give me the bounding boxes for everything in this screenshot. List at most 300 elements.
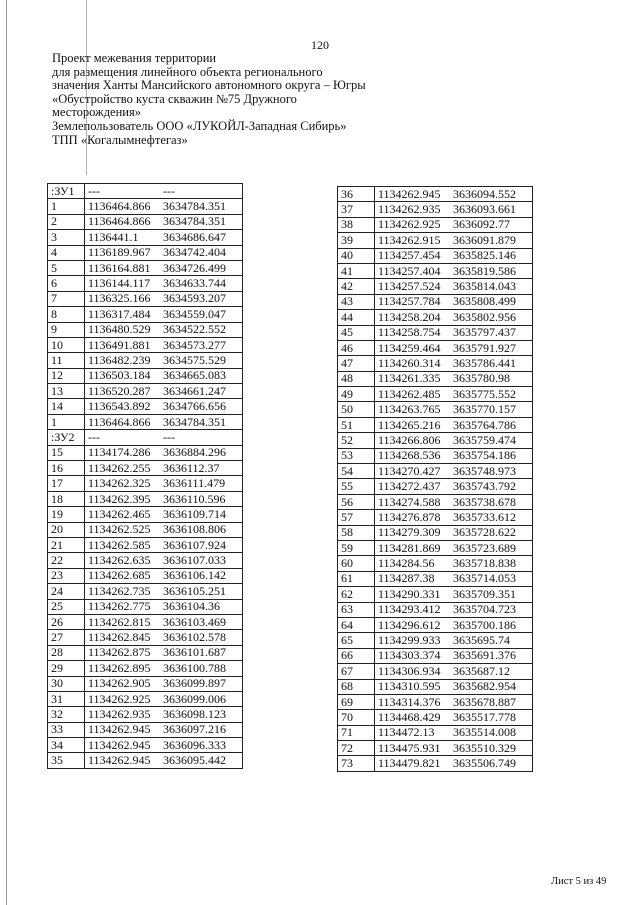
x-coordinate: 1134262.815 (88, 614, 151, 629)
y-coordinate: 3634573.277 (163, 337, 226, 352)
point-number-cell: 48 (338, 371, 375, 386)
point-number-cell: 3 (48, 230, 85, 245)
coordinates-cell (375, 648, 533, 663)
y-coordinate: 3636103.469 (163, 614, 226, 629)
x-coordinate: 1134257.404 (378, 263, 441, 278)
point-number-cell: 46 (338, 340, 375, 355)
coordinates-cell (375, 402, 533, 417)
point-number-cell: 59 (338, 540, 375, 555)
x-coordinate: 1134262.945 (88, 722, 151, 737)
y-coordinate: 3635759.474 (453, 432, 516, 447)
y-coordinate: 3636884.296 (163, 445, 226, 460)
point-number-cell: 40 (338, 248, 375, 263)
table-row (338, 756, 533, 771)
table-row (48, 753, 243, 768)
coordinates-cell (85, 399, 243, 414)
x-coordinate: 1134262.945 (378, 186, 441, 201)
table-row (338, 340, 533, 355)
x-coordinate: 1134303.374 (378, 648, 441, 663)
y-coordinate: 3636107.033 (163, 553, 226, 568)
y-coordinate: 3635754.186 (453, 448, 516, 463)
x-coordinate: 1134262.685 (88, 568, 151, 583)
point-number-cell: 55 (338, 479, 375, 494)
point-number-cell: 4 (48, 245, 85, 260)
table-row (338, 679, 533, 694)
coordinates-cell (85, 537, 243, 552)
x-coordinate: 1134468.429 (378, 709, 441, 724)
table-row (48, 337, 243, 352)
point-number-cell: 10 (48, 337, 85, 352)
table-row (338, 525, 533, 540)
coordinates-cell (85, 614, 243, 629)
table-row (338, 417, 533, 432)
point-number-cell: 57 (338, 510, 375, 525)
point-number-cell: 73 (338, 756, 375, 771)
table-row (338, 402, 533, 417)
y-coordinate: 3635808.499 (453, 294, 516, 309)
y-coordinate: 3635748.973 (453, 463, 516, 478)
coordinates-cell (375, 479, 533, 494)
table-row (338, 664, 533, 679)
point-number-cell: 16 (48, 461, 85, 476)
y-coordinate: 3636104.36 (163, 599, 220, 614)
point-number-cell: 19 (48, 507, 85, 522)
coordinates-cell (375, 540, 533, 555)
coordinates-cell (85, 184, 243, 199)
x-coordinate: 1134268.536 (378, 448, 441, 463)
y-coordinate: 3634593.207 (163, 291, 226, 306)
coordinates-cell (375, 187, 533, 202)
x-coordinate: 1136464.866 (88, 214, 151, 229)
x-coordinate: 1134314.376 (378, 694, 441, 709)
coordinates-cell (85, 676, 243, 691)
table-row (338, 294, 533, 309)
x-coordinate: 1134262.925 (88, 691, 151, 706)
table-row (338, 187, 533, 202)
point-number-cell: 72 (338, 741, 375, 756)
y-coordinate: 3636096.333 (163, 737, 226, 752)
coordinates-cell (375, 556, 533, 571)
x-coordinate: 1136189.967 (88, 245, 151, 260)
y-coordinate: 3636099.006 (163, 691, 226, 706)
point-number-cell: 39 (338, 233, 375, 248)
x-coordinate: 1136503.184 (88, 368, 151, 383)
point-number-cell: 42 (338, 279, 375, 294)
y-coordinate: 3635825.146 (453, 248, 516, 263)
y-coordinate: 3634784.351 (163, 199, 226, 214)
point-number-cell: 34 (48, 738, 85, 753)
coordinates-cell (85, 707, 243, 722)
coordinates-cell (85, 337, 243, 352)
coordinates-cell (85, 630, 243, 645)
coordinates-cell (85, 276, 243, 291)
header-line: для размещения линейного объекта регионального (52, 64, 323, 79)
coordinates-cell (375, 417, 533, 432)
coordinates-cell (375, 433, 533, 448)
y-coordinate: 3634633.744 (163, 276, 226, 291)
y-coordinate: 3635797.437 (453, 325, 516, 340)
x-coordinate: 1134475.931 (378, 740, 441, 755)
coordinates-cell (375, 571, 533, 586)
table-row (338, 279, 533, 294)
coordinates-cell (85, 584, 243, 599)
point-number-cell: 71 (338, 725, 375, 740)
coordinates-cell (375, 263, 533, 278)
point-number-cell: 33 (48, 722, 85, 737)
point-number-cell: 31 (48, 691, 85, 706)
point-number-cell: 69 (338, 694, 375, 709)
point-number-cell: 9 (48, 322, 85, 337)
point-number-cell: 22 (48, 553, 85, 568)
table-row (48, 260, 243, 275)
point-number-cell: 50 (338, 402, 375, 417)
coordinates-cell (85, 599, 243, 614)
point-number-cell: 58 (338, 525, 375, 540)
y-coordinate: 3636112.37 (163, 460, 220, 475)
table-row (338, 725, 533, 740)
coordinates-cell (85, 199, 243, 214)
y-coordinate: 3636109.714 (163, 506, 226, 521)
table-row (338, 479, 533, 494)
y-coordinate: 3636095.442 (163, 753, 226, 768)
coordinates-cell (375, 525, 533, 540)
table-row (48, 722, 243, 737)
y-coordinate: 3636100.788 (163, 660, 226, 675)
coordinates-cell (85, 230, 243, 245)
header-line: Проект межевания территории (52, 51, 217, 65)
coordinates-cell (85, 691, 243, 706)
coordinates-cell (375, 371, 533, 386)
document-header (52, 52, 472, 147)
table-row (48, 584, 243, 599)
point-number-cell: 14 (48, 399, 85, 414)
x-coordinate: 1136482.239 (88, 352, 151, 367)
x-coordinate: 1134257.784 (378, 294, 441, 309)
coordinates-cell (85, 661, 243, 676)
table-row (48, 461, 243, 476)
x-coordinate: 1134260.314 (378, 355, 441, 370)
table-row (338, 233, 533, 248)
x-coordinate: 1136164.881 (88, 260, 151, 275)
y-coordinate: 3634686.647 (163, 229, 226, 244)
table-row (338, 710, 533, 725)
x-coordinate: 1134262.325 (88, 476, 151, 491)
point-number-cell: 53 (338, 448, 375, 463)
point-number-cell: 1 (48, 414, 85, 429)
table-row (48, 307, 243, 322)
table-row (48, 630, 243, 645)
y-coordinate: 3635738.678 (453, 494, 516, 509)
point-number-cell: 27 (48, 630, 85, 645)
x-coordinate: 1134270.427 (378, 463, 441, 478)
y-coordinate: 3635819.586 (453, 263, 516, 278)
coordinates-cell (85, 738, 243, 753)
point-number-cell: 21 (48, 537, 85, 552)
table-row (48, 553, 243, 568)
y-coordinate: 3635682.954 (453, 679, 516, 694)
point-number-cell: 36 (338, 187, 375, 202)
coordinates-cell (85, 491, 243, 506)
coordinates-cell (85, 553, 243, 568)
y-coordinate: 3636091.879 (453, 232, 516, 247)
y-coordinate: 3636108.806 (163, 522, 226, 537)
x-coordinate: 1134258.204 (378, 309, 441, 324)
y-coordinate: 3635510.329 (453, 740, 516, 755)
point-number-cell: 8 (48, 307, 85, 322)
y-coordinate: 3635709.351 (453, 586, 516, 601)
y-coordinate: 3635780.98 (453, 371, 510, 386)
point-number-cell: 7 (48, 291, 85, 306)
x-coordinate: 1134281.869 (378, 540, 441, 555)
x-coordinate: 1136491.881 (88, 337, 151, 352)
x-coordinate: 1134262.895 (88, 660, 151, 675)
table-row (48, 738, 243, 753)
table-row (338, 556, 533, 571)
y-coordinate: --- (163, 429, 175, 444)
table-row (48, 661, 243, 676)
x-coordinate: 1134287.38 (378, 571, 435, 586)
table-row (338, 617, 533, 632)
coordinates-cell (85, 414, 243, 429)
x-coordinate: --- (88, 429, 100, 444)
x-coordinate: 1136441.1 (88, 229, 139, 244)
x-coordinate: 1134262.935 (378, 202, 441, 217)
table-row (48, 384, 243, 399)
x-coordinate: 1134262.395 (88, 491, 151, 506)
coordinates-cell (375, 694, 533, 709)
x-coordinate: 1134293.412 (378, 602, 441, 617)
x-coordinate: 1136464.866 (88, 199, 151, 214)
x-coordinate: 1134174.286 (88, 445, 151, 460)
coordinates-cell (85, 260, 243, 275)
header-line: значения Ханты Мансийского автономного округа – Югры (52, 78, 366, 93)
coordinates-cell (375, 217, 533, 232)
y-coordinate: 3635687.12 (453, 663, 510, 678)
table-row (48, 353, 243, 368)
y-coordinate: 3635695.74 (453, 633, 510, 648)
x-coordinate: 1134262.775 (88, 599, 151, 614)
table-row (338, 448, 533, 463)
table-row (338, 464, 533, 479)
point-number-cell: 49 (338, 387, 375, 402)
y-coordinate: 3636093.661 (453, 202, 516, 217)
table-row (338, 633, 533, 648)
coordinates-cell (375, 294, 533, 309)
coordinates-cell (85, 645, 243, 660)
point-number-cell: 37 (338, 202, 375, 217)
coordinates-cell (375, 587, 533, 602)
coordinates-cell (375, 494, 533, 509)
coordinates-cell (375, 710, 533, 725)
x-coordinate: 1134263.765 (378, 402, 441, 417)
coordinates-cell (375, 664, 533, 679)
point-number-cell: 62 (338, 587, 375, 602)
page-number: 120 (311, 38, 329, 52)
x-coordinate: 1134284.56 (378, 556, 435, 571)
coordinates-cell (375, 233, 533, 248)
y-coordinate: 3636106.142 (163, 568, 226, 583)
x-coordinate: 1134262.635 (88, 553, 151, 568)
point-number-cell: 54 (338, 464, 375, 479)
x-coordinate: 1134258.754 (378, 325, 441, 340)
y-coordinate: 3634559.047 (163, 306, 226, 321)
x-coordinate: 1134290.331 (378, 586, 441, 601)
table-row (338, 248, 533, 263)
y-coordinate: 3635770.157 (453, 402, 516, 417)
x-coordinate: 1134262.875 (88, 645, 151, 660)
x-coordinate: 1134262.255 (88, 460, 151, 475)
coordinates-cell (375, 510, 533, 525)
x-coordinate: 1134279.309 (378, 525, 441, 540)
table-row (48, 430, 243, 445)
table-row (48, 291, 243, 306)
table-row (338, 371, 533, 386)
x-coordinate: 1134262.585 (88, 537, 151, 552)
y-coordinate: 3636111.479 (163, 476, 226, 491)
coordinates-cell (375, 725, 533, 740)
coordinates-cell (375, 387, 533, 402)
table-row (338, 263, 533, 278)
point-number-cell: 28 (48, 645, 85, 660)
x-coordinate: 1134262.735 (88, 583, 151, 598)
table-row (48, 522, 243, 537)
coordinates-cell (85, 476, 243, 491)
y-coordinate: 3635506.749 (453, 756, 516, 771)
y-coordinate: 3635775.552 (453, 386, 516, 401)
y-coordinate: 3635733.612 (453, 509, 516, 524)
y-coordinate: 3635514.008 (453, 725, 516, 740)
point-number-cell: 18 (48, 491, 85, 506)
point-number-cell: 35 (48, 753, 85, 768)
point-number-cell: 63 (338, 602, 375, 617)
x-coordinate: 1134296.612 (378, 617, 441, 632)
coordinates-cell (85, 322, 243, 337)
table-row (338, 356, 533, 371)
y-coordinate: 3634742.404 (163, 245, 226, 260)
x-coordinate: 1136480.529 (88, 322, 151, 337)
y-coordinate: 3636092.77 (453, 217, 510, 232)
y-coordinate: 3636107.924 (163, 537, 226, 552)
point-number-cell: 64 (338, 617, 375, 632)
coordinates-cell (375, 310, 533, 325)
y-coordinate: 3634726.499 (163, 260, 226, 275)
table-row (48, 322, 243, 337)
table-row (48, 614, 243, 629)
point-number-cell: 67 (338, 664, 375, 679)
header-line: ТПП «Когалымнефтегаз» (52, 132, 188, 147)
point-number-cell: 66 (338, 648, 375, 663)
point-number-cell: 65 (338, 633, 375, 648)
point-number-cell: 26 (48, 614, 85, 629)
table-row (338, 310, 533, 325)
y-coordinate: 3636097.216 (163, 722, 226, 737)
coordinates-cell (85, 753, 243, 768)
x-coordinate: 1134274.588 (378, 494, 441, 509)
coordinates-cell (85, 445, 243, 460)
x-coordinate: 1134262.925 (378, 217, 441, 232)
point-number-cell: 41 (338, 263, 375, 278)
point-number-cell: 6 (48, 276, 85, 291)
table-row (338, 648, 533, 663)
coordinates-cell (85, 245, 243, 260)
y-coordinate: 3636099.897 (163, 676, 226, 691)
x-coordinate: 1134262.485 (378, 386, 441, 401)
table-row (48, 599, 243, 614)
point-number-cell: 44 (338, 310, 375, 325)
coordinates-cell (375, 340, 533, 355)
table-row (338, 217, 533, 232)
x-coordinate: 1134262.845 (88, 630, 151, 645)
table-row (338, 587, 533, 602)
coordinates-cell (375, 617, 533, 632)
y-coordinate: 3635791.927 (453, 340, 516, 355)
table-row (338, 202, 533, 217)
y-coordinate: --- (163, 183, 175, 198)
coordinates-cell (375, 325, 533, 340)
x-coordinate: 1134299.933 (378, 633, 441, 648)
y-coordinate: 3636098.123 (163, 706, 226, 721)
point-number-cell: 13 (48, 384, 85, 399)
table-row (48, 645, 243, 660)
table-row (48, 399, 243, 414)
table-row (48, 568, 243, 583)
coordinates-cell (85, 214, 243, 229)
coordinates-cell (375, 602, 533, 617)
x-coordinate: --- (88, 183, 100, 198)
y-coordinate: 3635786.441 (453, 355, 516, 370)
table-row (48, 245, 243, 260)
x-coordinate: 1134262.465 (88, 506, 151, 521)
table-row (338, 741, 533, 756)
coordinates-cell (375, 741, 533, 756)
x-coordinate: 1136520.287 (88, 383, 151, 398)
x-coordinate: 1136144.117 (88, 276, 151, 291)
y-coordinate: 3635723.689 (453, 540, 516, 555)
point-number-cell: 2 (48, 214, 85, 229)
x-coordinate: 1134257.454 (378, 248, 441, 263)
coordinates-table-right (337, 186, 533, 772)
x-coordinate: 1134472.13 (378, 725, 435, 740)
x-coordinate: 1134259.464 (378, 340, 441, 355)
point-number-cell: 1 (48, 199, 85, 214)
table-row (48, 276, 243, 291)
point-number-cell: 25 (48, 599, 85, 614)
table-row (48, 537, 243, 552)
table-row (338, 602, 533, 617)
coordinates-cell (85, 507, 243, 522)
x-coordinate: 1134262.945 (88, 737, 151, 752)
y-coordinate: 3635802.956 (453, 309, 516, 324)
coordinates-cell (85, 368, 243, 383)
point-number-cell: 20 (48, 522, 85, 537)
y-coordinate: 3636101.687 (163, 645, 226, 660)
sheet-footer: Лист 5 из 49 (551, 876, 607, 887)
table-row (48, 491, 243, 506)
x-coordinate: 1134262.905 (88, 676, 151, 691)
x-coordinate: 1134265.216 (378, 417, 441, 432)
y-coordinate: 3636102.578 (163, 630, 226, 645)
coordinates-cell (85, 384, 243, 399)
y-coordinate: 3634766.656 (163, 399, 226, 414)
y-coordinate: 3634665.083 (163, 368, 226, 383)
y-coordinate: 3635517.778 (453, 709, 516, 724)
header-line: месторождения» (52, 105, 141, 120)
y-coordinate: 3636110.596 (163, 491, 226, 506)
y-coordinate: 3635678.887 (453, 694, 516, 709)
x-coordinate: 1134310.595 (378, 679, 441, 694)
table-row (48, 707, 243, 722)
header-line: Землепользователь ООО «ЛУКОЙЛ-Западная Сибирь» (52, 118, 347, 133)
